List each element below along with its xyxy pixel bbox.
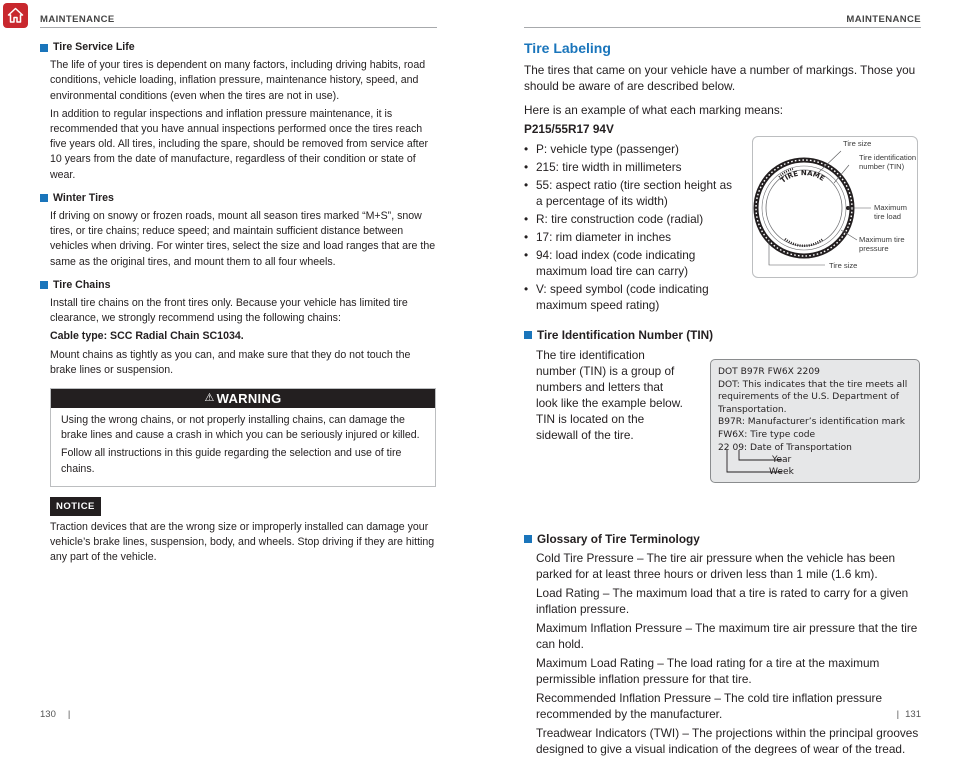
left-section-header: MAINTENANCE	[40, 14, 115, 25]
tire-code-bullets	[524, 141, 739, 313]
winter-tires-heading: Winter Tires	[40, 191, 436, 206]
example-intro: Here is an example of what each marking means:	[524, 103, 784, 117]
list-item: • 94: load index (code indicating maximum load tire can carry)	[524, 247, 739, 279]
section-bullet-icon	[40, 194, 48, 202]
list-item: • V: speed symbol (code indicating maximum speed rating)	[524, 281, 739, 313]
winter-tires-paragraph: If driving on snowy or frozen roads, mount all season tires marked “M+S”, snow tires, or tire chains; reduce speed; and maintain sufficient distance between vehicles when driving. For winter tires, select the size and load ranges that are the same as the original tires, and mount them to all four wheels.	[50, 210, 436, 268]
right-header-rule	[524, 27, 921, 28]
section-bullet-icon	[524, 535, 532, 543]
tin-line-3: B97R: Manufacturer’s identification mark	[718, 417, 906, 428]
tin-description: The tire identification number (TIN) is a group of numbers and letters that look like the example below. TIN is located on the sidewall of the tire.	[536, 348, 683, 442]
left-column	[40, 40, 436, 569]
max-pressure-label: Maximum tire pressure	[859, 235, 905, 253]
left-header-rule	[40, 27, 437, 28]
cable-type-spec: Cable type: SCC Radial Chain SC1034.	[50, 330, 244, 343]
list-item: • 55: aspect ratio (tire section height as a percentage of its width)	[524, 177, 739, 209]
glossary-item: Cold Tire Pressure – The tire air pressure when the vehicle has been parked for at least three hours or driven less than 1 mile (1.6 km).	[536, 551, 896, 581]
warning-paragraph-1: Using the wrong chains, or not properly installing chains, can damage the brake lines and cause a crash in which you can be seriously injured or killed.	[61, 414, 420, 442]
list-item: • 17: rim diameter in inches	[524, 229, 739, 245]
tin-heading: Tire Identification Number (TIN)	[524, 327, 920, 343]
right-section-header: MAINTENANCE	[846, 14, 921, 25]
glossary-item: Maximum Load Rating – The load rating for a tire at the maximum permissible inflation pressure for that tire.	[536, 656, 880, 686]
tire-chains-paragraph-1: Install tire chains on the front tires only. Because your vehicle has limited tire clearance, we strongly recommend using the following chains:	[50, 297, 408, 325]
home-icon	[7, 7, 24, 24]
tin-line-2: DOT: This indicates that the tire meets all requirements of the U.S. Department of Transportation.	[718, 379, 908, 415]
tire-size-top-label: Tire size	[843, 139, 872, 148]
notice-paragraph: Traction devices that are the wrong size or improperly installed can damage your vehicle’s brake lines, suspension, body, and wheels. Stop driving if they are hitting any part of the vehicle.	[50, 521, 435, 564]
tin-line-5: 22 09: Date of Transportation	[718, 442, 852, 453]
tire-chains-paragraph-2: Mount chains as tightly as you can, and make sure that they do not touch the brake lines or suspension.	[50, 348, 411, 376]
warning-triangle-icon: ⚠	[204, 391, 215, 404]
tin-year-label: Year	[772, 455, 792, 465]
warning-header: ⚠ WARNING	[51, 389, 435, 408]
tire-service-heading: Tire Service Life	[40, 40, 436, 55]
list-item: • R: tire construction code (radial)	[524, 211, 739, 227]
tire-name-label: TIRE NAME	[779, 169, 826, 185]
warning-box	[50, 388, 436, 487]
section-bullet-icon	[524, 331, 532, 339]
home-button[interactable]	[3, 3, 28, 28]
tin-label: Tire identification number (TIN)	[859, 153, 917, 171]
tire-size-bottom-label: Tire size	[829, 261, 858, 270]
section-bullet-icon	[40, 44, 48, 52]
tire-chains-heading: Tire Chains	[40, 278, 436, 293]
section-bullet-icon	[40, 281, 48, 289]
max-load-label: Maximum tire load	[874, 203, 907, 221]
tin-line-4: FW6X: Tire type code	[718, 429, 816, 440]
tire-labeling-title: Tire Labeling	[524, 40, 611, 56]
tin-example-box	[710, 359, 920, 483]
notice-label: NOTICE	[50, 497, 101, 516]
right-page-number: | 131	[896, 709, 921, 720]
list-item: • 215: tire width in millimeters	[524, 159, 739, 175]
tire-sidewall-figure	[752, 136, 918, 278]
glossary-heading: Glossary of Tire Terminology	[524, 531, 920, 547]
glossary-item: Maximum Inflation Pressure – The maximum tire air pressure that the tire can hold.	[536, 621, 918, 651]
tire-service-paragraph-1: The life of your tires is dependent on many factors, including driving habits, road conditions, vehicle loading, inflation pressure, maintenance history, speed, and environmental conditions (even when the tires are not in use).	[50, 59, 426, 102]
tire-service-paragraph-2: In addition to regular inspections and inflation pressure maintenance, it is recommended that you have annual inspections performed once the tires reach five years old. All tires, including the spare, should be removed from service after 10 years from the date of manufacture, regardless of their condition or state of wear.	[50, 107, 429, 181]
glossary-item: Recommended Inflation Pressure – The cold tire inflation pressure recommended by the manufacturer.	[536, 691, 883, 721]
glossary-item: Load Rating – The maximum load that a tire is rated to carry for a given inflation pressure.	[536, 586, 909, 616]
left-page-number: 130 |	[40, 709, 71, 720]
warning-paragraph-2: Follow all instructions in this guide regarding the selection and use of tire chains.	[61, 447, 402, 475]
glossary-item: Treadwear Indicators (TWI) – The projections within the principal grooves designed to give a visual indication of the degrees of wear of the tread.	[536, 726, 919, 756]
tire-labeling-intro: The tires that came on your vehicle have a number of markings. Those you should be aware of are described below.	[524, 63, 916, 93]
tin-week-label: Week	[769, 467, 794, 477]
tin-line-1: DOT B97R FW6X 2209	[718, 367, 820, 377]
list-item: • P: vehicle type (passenger)	[524, 141, 739, 157]
tire-code-example: P215/55R17 94V	[524, 122, 614, 136]
